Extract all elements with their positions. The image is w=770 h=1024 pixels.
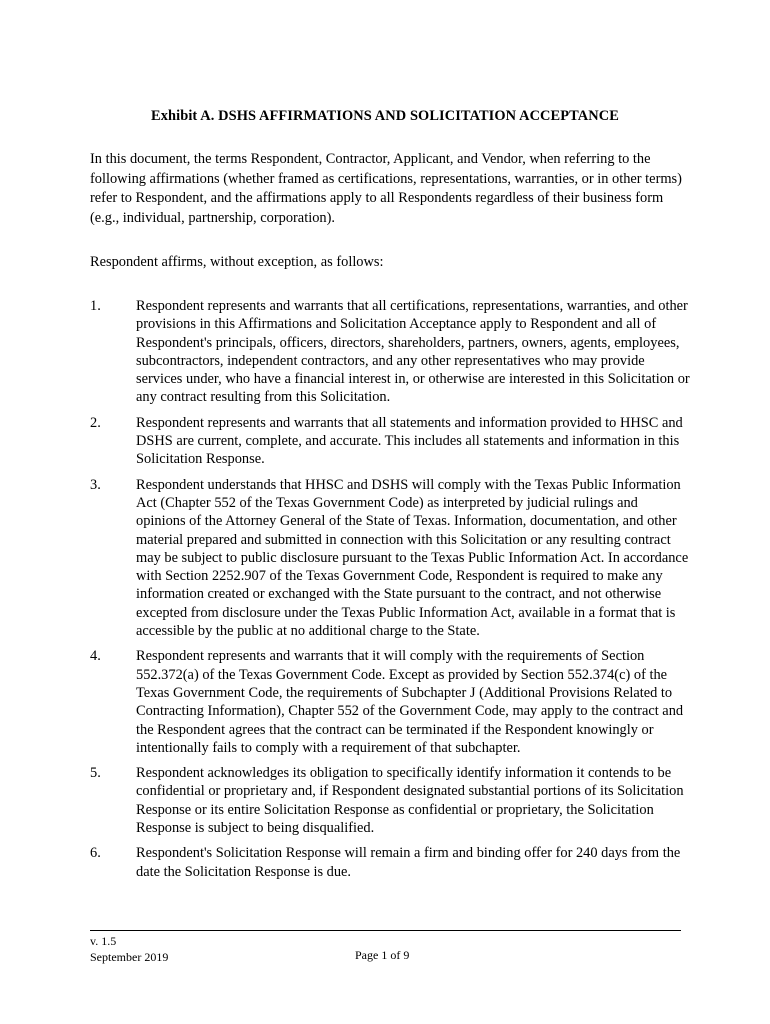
item-text: Respondent acknowledges its obligation to specifically identify information it contends to be confidential or proprietary and, if Respondent designated substantial portions of its Solicitation Response or its entire Solicitation Response as confidential or proprietary, the Solicitation Response is subject to being disqualified. <box>136 765 684 837</box>
item-number: 3. <box>90 476 101 493</box>
list-item <box>90 476 690 641</box>
list-item <box>90 764 690 837</box>
list-item <box>90 647 690 757</box>
item-number: 2. <box>90 414 101 431</box>
item-text: Respondent's Solicitation Response will remain a firm and binding offer for 240 days from the date the Solicitation Response is due. <box>136 845 681 880</box>
intro-paragraph: In this document, the terms Respondent, Contractor, Applicant, and Vendor, when referring to the following affirmations (whether framed as certifications, representations, warranties, or in other terms) refer to Respondent, and the affirmations apply to all Respondents regardless of their business form (e.g., individual, partnership, corporation). <box>90 151 682 226</box>
item-number: 1. <box>90 298 101 314</box>
item-text: Respondent represents and warrants that all certifications, representations, warranties, and other provisions in this Affirmations and Solicitation Acceptance apply to Respondent and all of Respondent's principals, officers, directors, shareholders, partners, owners, agents, employees, subcontractors, independent contractors, and any other representatives who may provide services under, who have a financial interest in, or otherwise are interested in this Solicitation or any contract resulting from this Solicitation. <box>136 298 690 406</box>
footer-version: v. 1.5 <box>90 934 117 948</box>
list-item <box>90 297 690 407</box>
item-text: Respondent represents and warrants that it will comply with the requirements of Section 552.372(a) of the Texas Government Code. Except as provided by Section 552.374(c) of the Texas Government Code, the requirements of Subchapter J (Additional Provisions Related to Contracting Information), Chapter 552 of the Government Code, may apply to the contract and the Respondent agrees that the contract can be terminated if the Respondent knowingly or intentionally fails to comply with a requirement of that subchapter. <box>136 648 684 756</box>
document-title: Exhibit A. DSHS AFFIRMATIONS AND SOLICITATION ACCEPTANCE <box>151 108 619 124</box>
item-number: 5. <box>90 765 101 782</box>
item-number: 6. <box>90 845 101 862</box>
item-text: Respondent represents and warrants that all statements and information provided to HHSC and DSHS are current, complete, and accurate. This includes all statements and information in this Solicitation Response. <box>136 414 683 468</box>
page-number: Page 1 of 9 <box>355 948 410 962</box>
item-number: 4. <box>90 648 101 665</box>
affirmations-list <box>90 297 690 888</box>
list-item <box>90 844 690 881</box>
footer-date: September 2019 <box>90 949 169 964</box>
list-item <box>90 414 690 469</box>
footer-divider <box>90 930 681 931</box>
affirm-line: Respondent affirms, without exception, as follows: <box>90 254 384 270</box>
item-text: Respondent understands that HHSC and DSHS will comply with the Texas Public Information Act (Chapter 552 of the Texas Government Code) as interpreted by judicial rulings and opinions of the Attorney General of the State of Texas. Information, documentation, and other material prepared and submitted in connection with this Solicitation or any resulting contract may be subject to public disclosure pursuant to the Texas Public Information Act. In accordance with Section 2252.907 of the Texas Government Code, Respondent is required to make any information created or exchanged with the State pursuant to the contract, and not otherwise excepted from disclosure under the Texas Public Information Act, available in a format that is accessible by the public at no additional charge to the State. <box>136 476 689 640</box>
